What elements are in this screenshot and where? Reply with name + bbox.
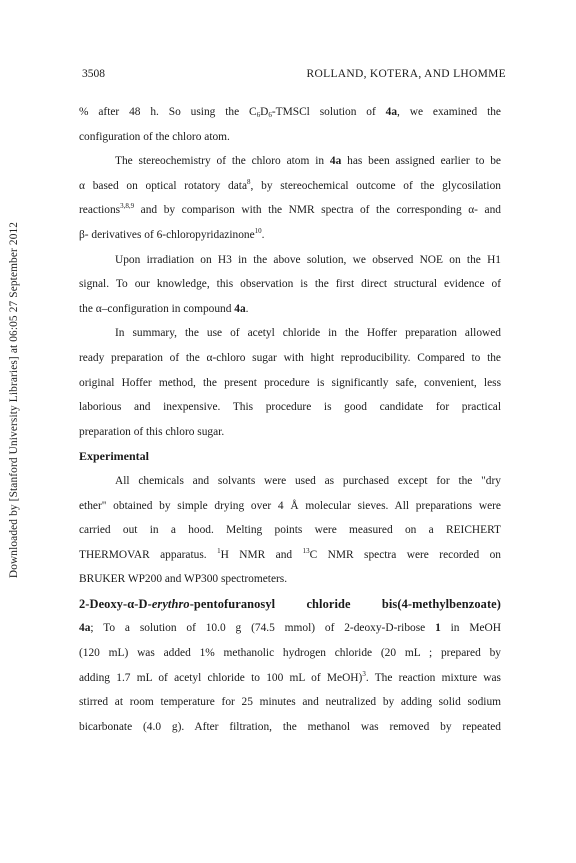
section-heading-experimental: Experimental [79,449,149,464]
text-line: stirred at room temperature for 25 minutes and neutralized by adding solid sodium [79,696,501,709]
page-number: 3508 [82,68,105,80]
text-line: adding 1.7 mL of acetyl chloride to 100 mL of MeOH)$^3$. The reaction mixture was [79,669,501,684]
text-line: laborious and inexpensive. This procedure is good candidate for practical [79,401,501,414]
text-line: In summary, the use of acetyl chloride in the Hoffer preparation allowed [115,327,501,340]
text-line: (120 mL) was added 1% methanolic hydrogen chloride (20 mL ; prepared by [79,647,501,660]
text-line: Upon irradiation on H3 in the above solution, we observed NOE on the H1 [115,253,501,266]
text-line: carried out in a hood. Melting points were measured on a REICHERT [79,524,501,537]
text-line: β- derivatives of 6-chloropyridazinone$^{10}$. [79,226,265,241]
text-line: original Hoffer method, the present procedure is significantly safe, convenient, less [79,376,501,389]
text-line: reactions$^{3,8,9}$ and by comparison with the NMR spectra of the corresponding α- and [79,202,501,217]
download-note: Downloaded by [Stanford University Libraries] at 06:05 27 September 2012 [8,221,21,579]
download-watermark [2,160,26,640]
article-body [79,100,501,739]
text-line: bicarbonate (4.0 g). After filtration, the methanol was removed by repeated [79,720,501,733]
text-line: the α–configuration in compound 4a. [79,302,249,315]
text-line: configuration of the chloro atom. [79,130,230,143]
text-line: The stereochemistry of the chloro atom in 4a has been assigned earlier to be [115,155,501,168]
text-line: 4a; To a solution of 10.0 g (74.5 mmol) of 2-deoxy-D-ribose 1 in MeOH [79,622,501,635]
text-line: ready preparation of the α-chloro sugar with hight reproducibility. Compared to the [79,351,501,364]
text-line: BRUKER WP200 and WP300 spectrometers. [79,573,288,586]
text-line: preparation of this chloro sugar. [79,425,225,438]
running-head: ROLLAND, KOTERA, AND LHOMME [306,68,506,80]
text-line: % after 48 h. So using the $C_6D_6$-TMSCl solution of 4a, we examined the [79,106,501,119]
text-line: α based on optical rotatory data$^8$, by stereochemical outcome of the glycosilation [79,177,501,192]
text-line: THERMOVAR apparatus. $^1$H NMR and $^{13}$C NMR spectra were recorded on [79,546,501,561]
text-line: ether" obtained by simple drying over 4 Å molecular sieves. All preparations were [79,499,501,512]
text-line: All chemicals and solvants were used as purchased except for the "dry [115,474,501,487]
text-line: signal. To our knowledge, this observation is the first direct structural evidence of [79,278,501,291]
compound-heading: 2-Deoxy-α-D-erythro-pentofuranosyl chloride bis(4-methylbenzoate) [79,596,501,611]
